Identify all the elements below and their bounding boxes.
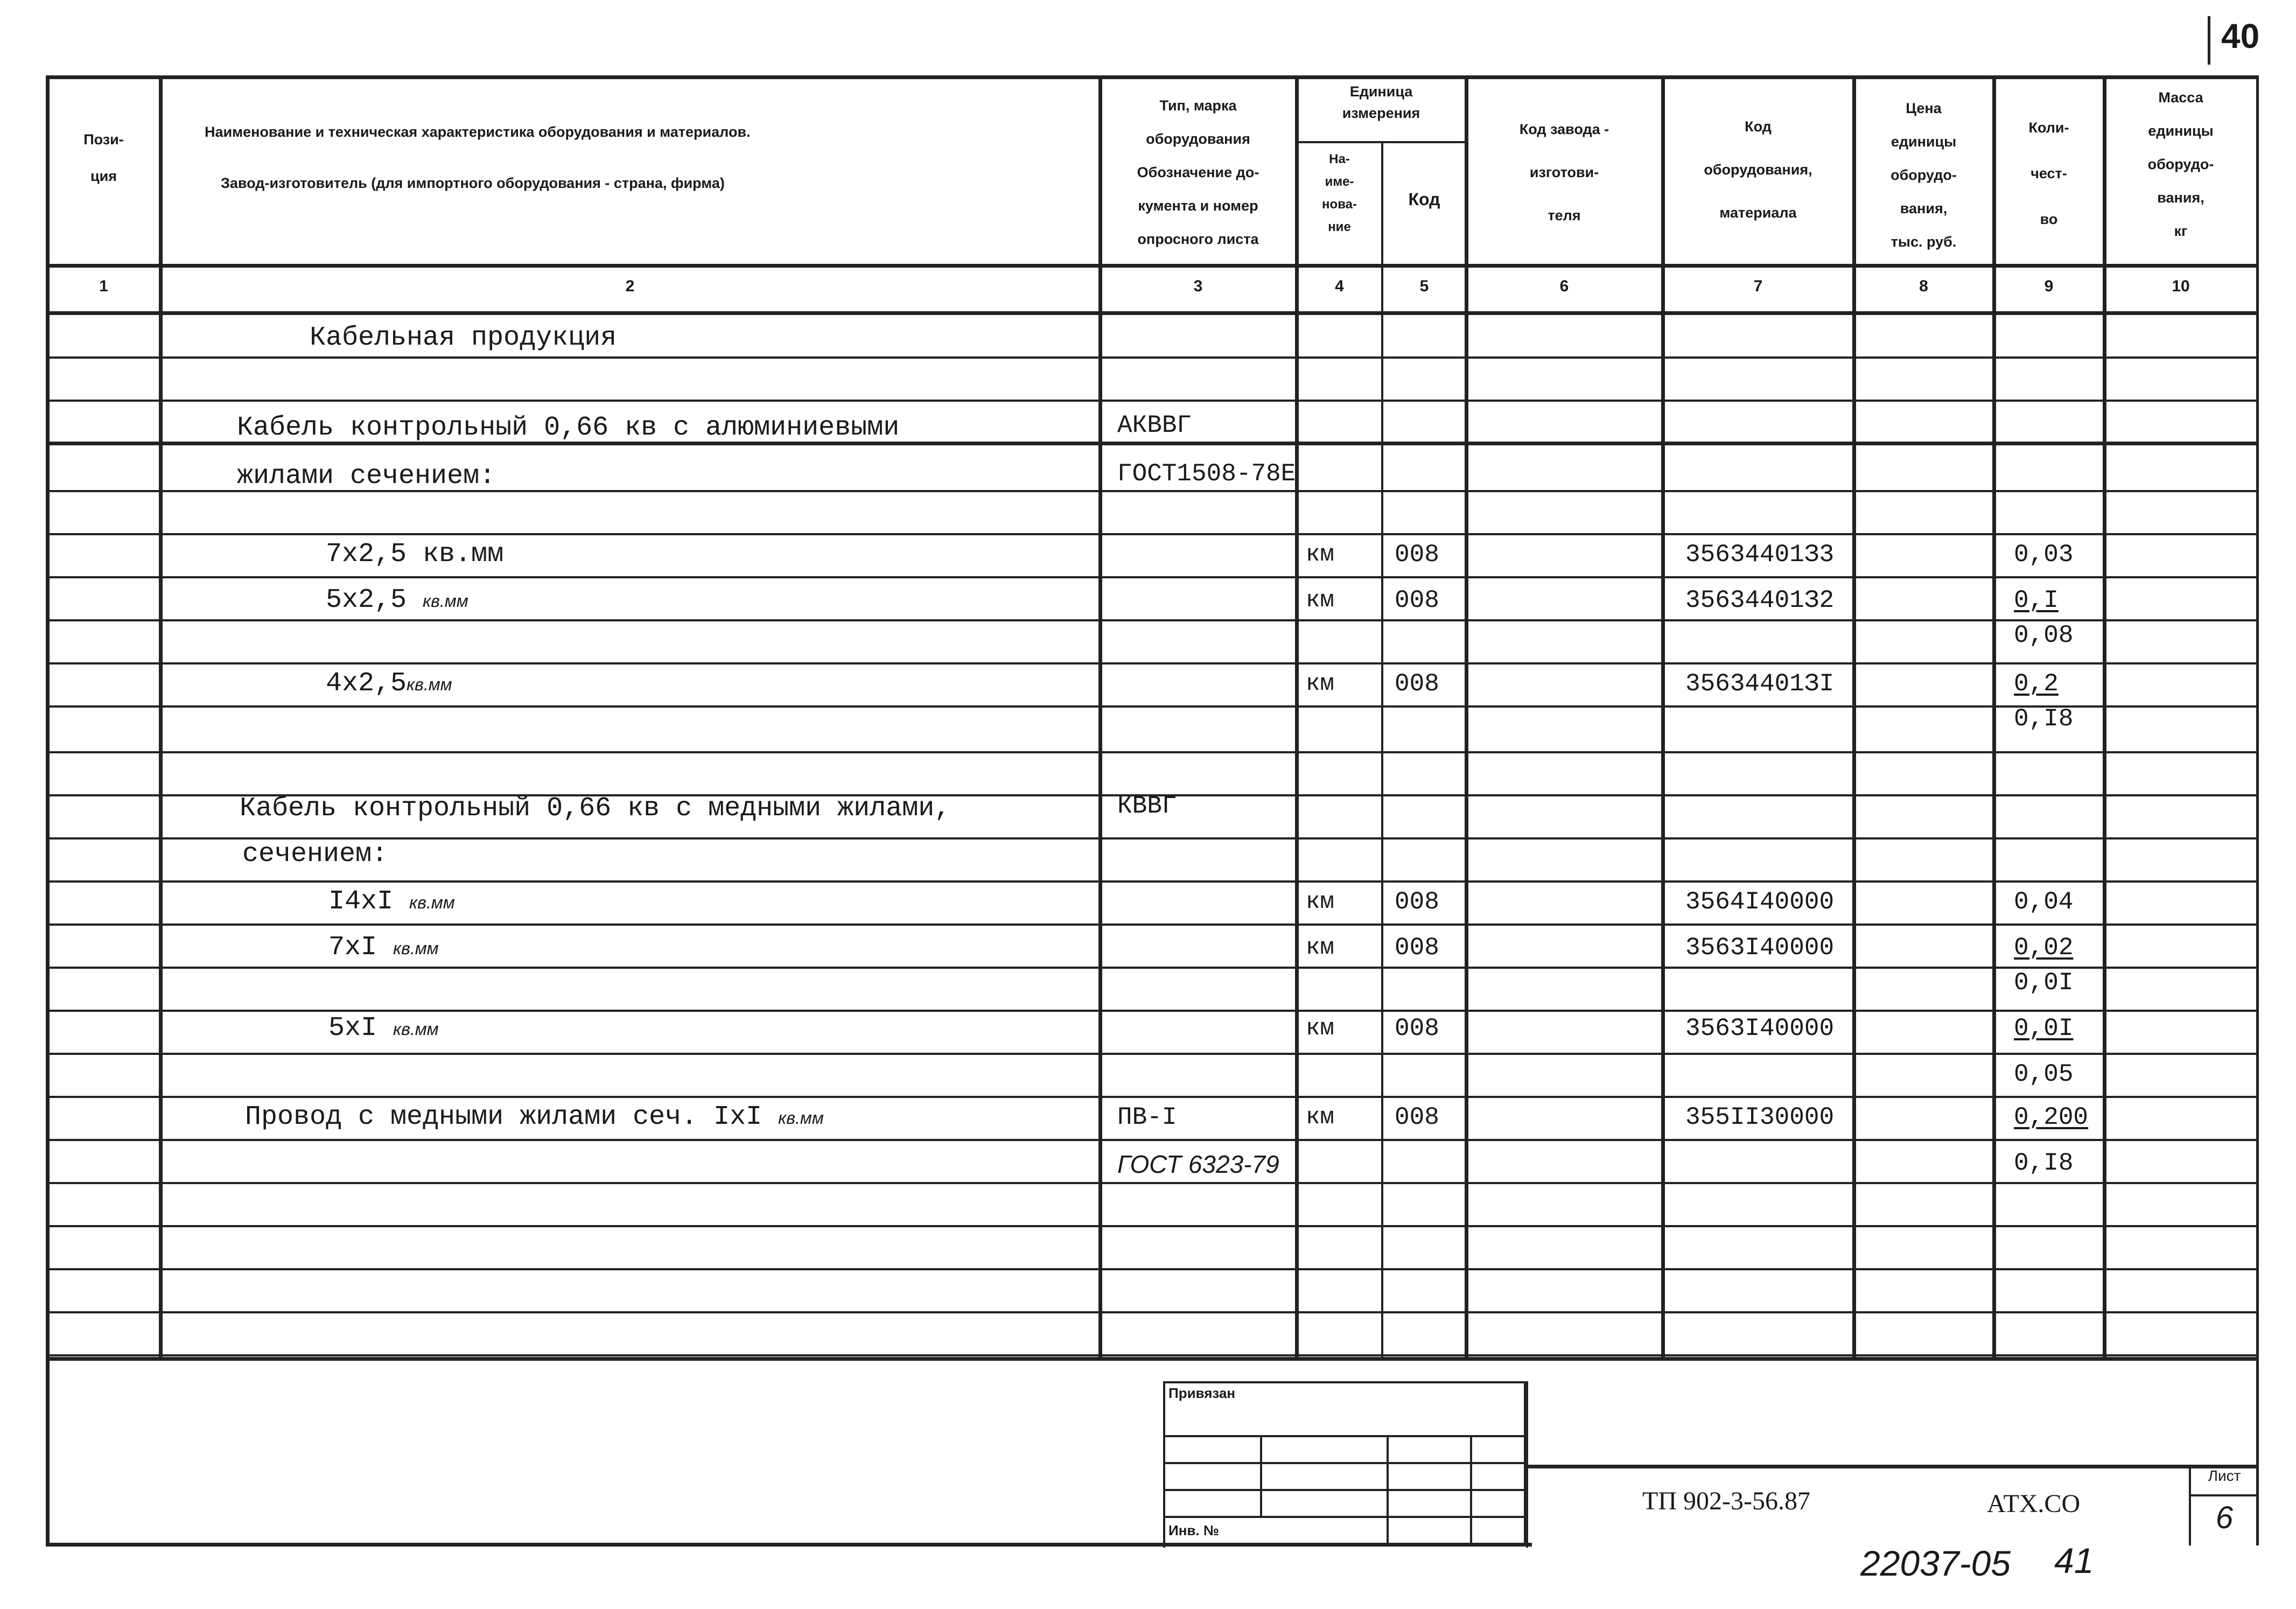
doc-code: ТП 902-3-56.87: [1642, 1487, 1810, 1515]
header-col2-line1: Наименование и техническая характеристика оборудования и материалов.: [205, 124, 751, 140]
col-number-6: 6: [1559, 277, 1569, 295]
footer-page: 41: [2054, 1541, 2094, 1580]
header-col10: Масса единицы оборудо- вания, кг: [2147, 89, 2214, 239]
col-number-8: 8: [1919, 277, 1928, 295]
header-col3: Тип, марка оборудования Обозначение до- кумента и номер опросного листа: [1137, 97, 1259, 247]
row3-material-code: 35634401ЗI: [1685, 670, 1835, 698]
pv-name: Провод с медными жилами сеч. IхI кв.мм: [245, 1102, 824, 1132]
row3-qty: 0,2: [2014, 670, 2059, 698]
row1-qty: 0,03: [2014, 541, 2074, 569]
header-col4-top: Единица измерения: [1342, 83, 1420, 121]
row3-code: 008: [1395, 670, 1439, 698]
col-number-1: 1: [99, 277, 108, 295]
col-number-2: 2: [625, 277, 635, 295]
row1-code: 008: [1395, 541, 1439, 569]
akvvg-name-line1: Кабель контрольный 0,66 кв с алюминиевыми: [237, 412, 900, 443]
header-col5-sub: Код: [1408, 190, 1440, 209]
col-number-7: 7: [1753, 277, 1763, 295]
row5-material-code: 3563I40000: [1685, 934, 1835, 962]
kvvg-name-line2: сечением:: [242, 839, 388, 870]
row6-qty-mass: 0,05: [2014, 1060, 2074, 1088]
header-col7: Код оборудования, материала: [1704, 118, 1812, 221]
row4-code: 008: [1395, 888, 1439, 916]
akvvg-mark: АКВВГ: [1117, 411, 1192, 439]
pv-gost: ГОСТ 6323-79: [1117, 1150, 1279, 1178]
row5-qty-mass: 0,0I: [2014, 969, 2074, 997]
row2-qty-mass: 0,08: [2014, 621, 2074, 649]
kvvg-mark: КВВГ: [1117, 792, 1177, 820]
row6-material-code: 3563I40000: [1685, 1015, 1835, 1043]
header-col4-sub: На- име- нова- ние: [1322, 152, 1357, 234]
row6-code: 008: [1395, 1015, 1439, 1043]
footer-number: 22037-05: [1860, 1543, 2011, 1583]
row2-size: 5х2,5 кв.мм: [326, 585, 468, 615]
sheet-number: 6: [2215, 1500, 2234, 1535]
row5-unit-measure: км: [1306, 934, 1334, 961]
col-number-10: 10: [2172, 277, 2190, 295]
col-number-5: 5: [1419, 277, 1429, 295]
row2-material-code: 35634401З2: [1685, 586, 1835, 614]
pv-qty-mass: 0,I8: [2014, 1149, 2074, 1177]
row6-unit-measure: км: [1306, 1015, 1334, 1042]
inv-no-label: Инв. №: [1168, 1522, 1219, 1538]
row3-qty-mass: 0,I8: [2014, 705, 2074, 733]
sheet-label: Лист: [2208, 1467, 2241, 1484]
row5-code: 008: [1395, 934, 1439, 962]
row5-size: 7хI кв.мм: [328, 932, 439, 963]
col-number-9: 9: [2044, 277, 2054, 295]
doc-section: АТХ.СО: [1987, 1489, 2081, 1518]
pv-material-code: 355II30000: [1685, 1103, 1835, 1131]
sheet-corner-number: 40: [2221, 17, 2260, 55]
col-number-4: 4: [1335, 277, 1344, 295]
header-col2-line2: Завод-изготовитель (для импортного оборудования - страна, фирма): [221, 175, 725, 191]
row4-size: I4хI кв.мм: [328, 886, 455, 917]
row2-code: 008: [1395, 586, 1439, 614]
akvvg-gost: ГОСТ1508-78Е: [1117, 460, 1296, 488]
row1-material-code: 35634401З3: [1685, 541, 1835, 569]
kvvg-name-line1: Кабель контрольный 0,66 кв с медными жилами,: [240, 793, 951, 824]
header-col8: Цена единицы оборудо- вания, тыс. руб.: [1891, 100, 1957, 250]
header-col6: Код завода - изготови- теля: [1519, 121, 1609, 223]
pv-qty: 0,200: [2014, 1103, 2089, 1131]
row6-size: 5хI кв.мм: [328, 1013, 439, 1044]
akvvg-name-line2: жилами сечением:: [237, 461, 496, 492]
col-number-3: 3: [1193, 277, 1203, 295]
row3-unit-measure: км: [1306, 670, 1334, 697]
pv-unit-measure: км: [1306, 1104, 1334, 1131]
row1-unit-measure: км: [1306, 541, 1334, 568]
privyazan-label: Привязан: [1168, 1385, 1236, 1401]
row4-material-code: 3564I40000: [1685, 888, 1835, 916]
row5-qty: 0,02: [2014, 934, 2074, 962]
row2-qty: 0,I: [2014, 586, 2059, 614]
pv-mark: ПВ-I: [1117, 1103, 1177, 1131]
row6-qty: 0,0I: [2014, 1015, 2074, 1043]
header-col9: Коли- чест- во: [2028, 120, 2069, 227]
row2-unit-measure: км: [1306, 587, 1334, 614]
row1-size: 7х2,5 кв.мм: [326, 539, 504, 570]
pv-code: 008: [1395, 1103, 1439, 1131]
header-col1: Пози- ция: [83, 131, 124, 184]
row3-size: 4х2,5кв.мм: [326, 668, 452, 699]
row4-qty: 0,04: [2014, 888, 2074, 916]
row4-unit-measure: км: [1306, 889, 1334, 915]
section-title: Кабельная продукция: [310, 323, 617, 353]
